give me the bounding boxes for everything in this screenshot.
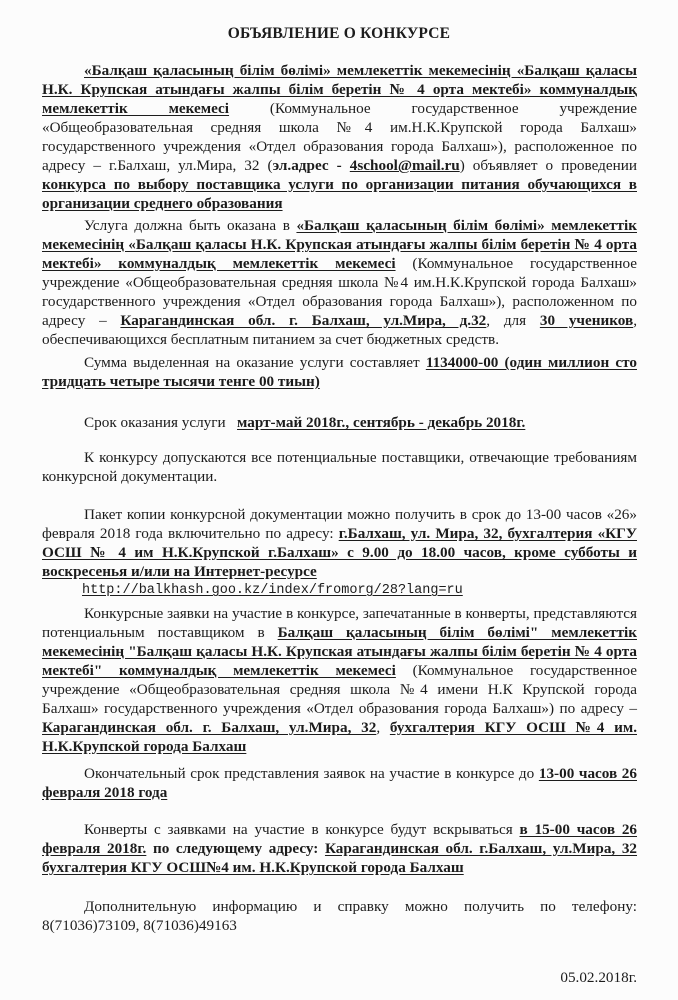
document-date: 05.02.2018г. bbox=[560, 969, 637, 986]
paragraph-deadline: Окончательный срок представления заявок на участие в конкурсе до 13-00 часов 26 февраля 2018 года bbox=[42, 765, 637, 801]
paragraph-opening: Конверты с заявками на участие в конкурсе будут вскрываться в 15-00 часов 26 февраля 2018г. по следующему адресу: Карагандинская обл. г.Балхаш, ул.Мира, 32 бухгалтерия КГУ ОСШ№4 им. Н.К.Крупской города Балхаш bbox=[42, 821, 638, 876]
organization-name-ru: (Коммунальное государственное учреждение «Общеобразовательная средняя школа №4 им.Н.К.Крупской города Балхаш» государственного учреждения «Отдел образования города Балхаш»), расположенное по адресу – г.Балхаш, ул.Мира, 32 ( bbox=[42, 100, 637, 174]
organization-name-kz: «Балқаш қаласының білім бөлімі» мемлекеттік мекемесінің «Балқаш қаласы Н.К. Крупская атындағы жалпы білім беретін № 4 орта мектебі» коммуналдық мемлекеттік мекемесі bbox=[42, 62, 637, 117]
opening-address: Карагандинская обл. г.Балхаш, ул.Мира, 32 бухгалтерия КГУ ОСШ№4 им. Н.К.Крупской города Балхаш bbox=[42, 840, 638, 876]
student-count: 30 учеников bbox=[539, 312, 634, 329]
paragraph-service-period: Срок оказания услуги март-май 2018г., сентябрь - декабрь 2018г. bbox=[84, 414, 526, 431]
paragraph-amount: Сумма выделенная на оказание услуги составляет 1134000-00 (один миллион сто тридцать четыре тысячи тенге 00 тиын) bbox=[42, 354, 637, 390]
allocated-amount: 1134000-00 (один миллион сто тридцать четыре тысячи тенге 00 тиын) bbox=[42, 354, 637, 390]
email-link[interactable]: 4school@mail.ru bbox=[349, 157, 460, 174]
document-title: ОБЪЯВЛЕНИЕ О КОНКУРСЕ bbox=[227, 25, 451, 42]
organization-name-kz: «Балқаш қаласының білім бөлімі» мемлекеттік мекемесінің «Балқаш қаласы Н.К. Крупская атындағы жалпы білім беретін № 4 орта мектебі» коммуналдық мемлекеттік мекемесі bbox=[42, 217, 637, 272]
submission-office: бухгалтерия КГУ ОСШ №4 им. Н.К.Крупской города Балхаш bbox=[42, 719, 637, 755]
paragraph-service-location: Услуга должна быть оказана в «Балқаш қаласының білім бөлімі» мемлекеттік мекемесінің «Балқаш қаласы Н.К. Крупская атындағы жалпы білім беретін № 4 орта мектебі» коммуналдық мемлекеттік мекемесі (Коммунальное государственное учреждение «Общеобразовательная средняя школа №4 им.Н.К.Крупской города Балхаш» государственного учреждения «Отдел образования города Балхаш»), расположенном по адресу – Карагандинская обл. г. Балхаш, ул.Мира, д.32, для 30 учеников, обеспечивающихся бесплатным питанием за счет бюджетных средств. bbox=[42, 217, 637, 348]
contact-phones: Дополнительную информацию и справку можно получить по телефону: 8(71036)73109, 8(71036)49163 bbox=[42, 898, 637, 934]
service-address: Карагандинская обл. г. Балхаш, ул.Мира, д.32 bbox=[120, 312, 487, 329]
documentation-url-link[interactable]: http://balkhash.goo.kz/index/fromorg/28?lang=ru bbox=[82, 583, 463, 598]
competition-subject: конкурса по выбору поставщика услуги по организации питания обучающихся в организации среднего образования bbox=[42, 176, 637, 212]
email-label: эл.адрес - bbox=[272, 157, 350, 174]
paragraph-eligibility: К конкурсу допускаются все потенциальные поставщики, отвечающие требованиям конкурсной документации. bbox=[42, 449, 637, 485]
opening-time: в 15-00 часов 26 февраля 2018г. bbox=[42, 821, 638, 857]
submission-address: Карагандинская обл. г. Балхаш, ул.Мира, 32 bbox=[42, 719, 377, 736]
paragraph-applications: Конкурсные заявки на участие в конкурсе, запечатанные в конверты, представляются потенциальным поставщиком в Балқаш қаласының білім бөлімі" мемлекеттік мекемесінің "Балқаш қаласы Н.К. Крупская атындағы жалпы білім беретін № 4 орта мектебі" коммуналдық мемлекеттік мекемесі (Коммунальное государственное учреждение «Общеобразовательная средняя школа №4 имени Н.К Крупской города Балхаш» государственного учреждения «Отдел образования города Балхаш») по адресу – Карагандинская обл. г. Балхаш, ул.Мира, 32, бухгалтерия КГУ ОСШ №4 им. Н.К.Крупской города Балхаш bbox=[42, 605, 637, 755]
paragraph-documentation: Пакет копии конкурсной документации можно получить в срок до 13-00 часов «26» февраля 2018 года включительно по адресу: г.Балхаш, ул. Мира, 32, бухгалтерия «КГУ ОСШ № 4 им Н.К.Крупской г.Балхаш» с 9.00 до 18.00 часов, кроме субботы и воскресенья и/или на Интернет-ресурсе http://balkhash.goo.kz/index/fromorg/28?lang=ru bbox=[42, 506, 637, 598]
service-period: март-май 2018г., сентябрь - декабрь 2018г. bbox=[237, 414, 526, 431]
organization-name-kz: Балқаш қаласының білім бөлімі" мемлекеттік мекемесінің "Балқаш қаласы Н.К. Крупская атындағы жалпы білім беретін № 4 орта мектебі" коммуналдық мемлекеттік мекемесі bbox=[42, 624, 637, 679]
paragraph-contacts bbox=[42, 897, 637, 935]
submission-deadline: 13-00 часов 26 февраля 2018 года bbox=[42, 765, 637, 801]
documentation-address: г.Балхаш, ул. Мира, 32, бухгалтерия «КГУ ОСШ № 4 им Н.К.Крупской г.Балхаш» с 9.00 до 18.00 часов, кроме субботы и воскресенья и/или на Интернет-ресурсе bbox=[42, 525, 637, 580]
paragraph-announcement: «Балқаш қаласының білім бөлімі» мемлекеттік мекемесінің «Балқаш қаласы Н.К. Крупская атындағы жалпы білім беретін № 4 орта мектебі» коммуналдық мемлекеттік мекемесі (Коммунальное государственное учреждение «Общеобразовательная средняя школа №4 им.Н.К.Крупской города Балхаш» государственного учреждения «Отдел образования города Балхаш»), расположенное по адресу – г.Балхаш, ул.Мира, 32 (эл.адрес - 4school@mail.ru) объявляет о проведении конкурса по выбору поставщика услуги по организации питания обучающихся в организации среднего образования bbox=[42, 62, 637, 212]
